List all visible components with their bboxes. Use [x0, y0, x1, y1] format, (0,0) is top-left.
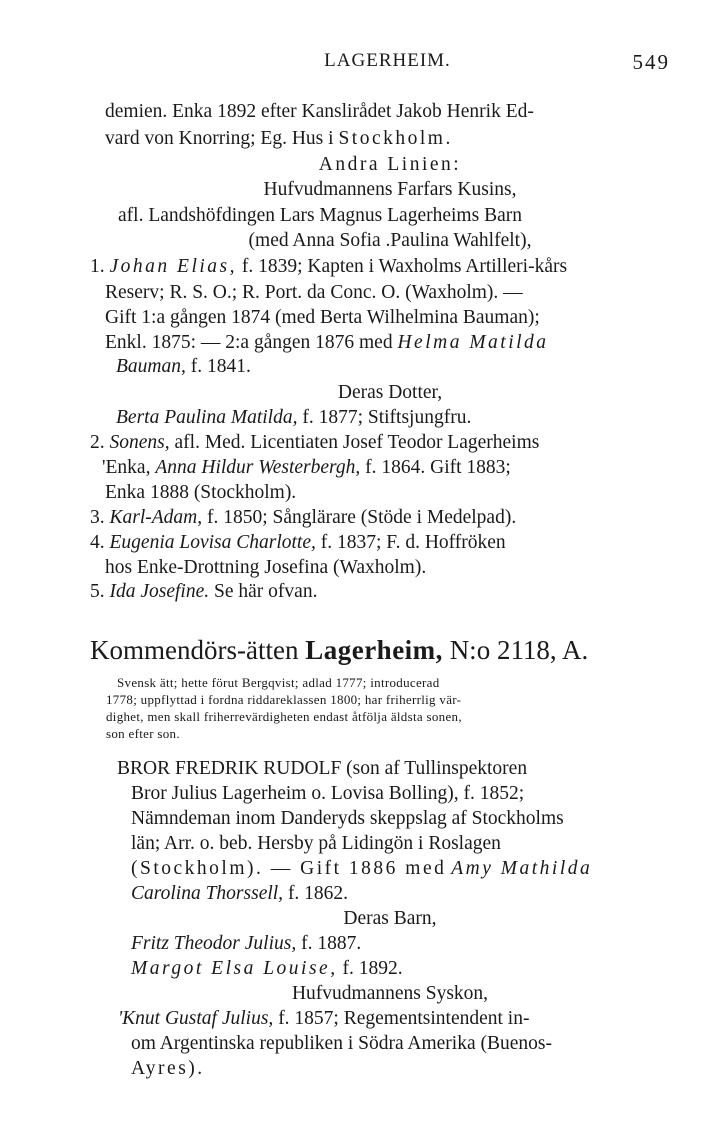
text-line: 'Enka, Anna Hildur Westerbergh, f. 1864. Gift 1883;	[102, 457, 511, 478]
text-line: (Stockholm). — Gift 1886 med Amy Mathilda	[131, 858, 593, 879]
section-description: Svensk ätt; hette förut Bergqvist; adlad 1777; introducerad	[117, 675, 440, 690]
subheading: Deras Dotter,	[337, 382, 443, 403]
page-number: 549	[632, 50, 670, 74]
main-entry: BROR FREDRIK RUDOLF (son af Tullinspektoren	[117, 758, 528, 779]
section-title: Kommendörs-ätten Lagerheim, N:o 2118, A.	[90, 635, 589, 665]
sibling-entry: 'Knut Gustaf Julius, f. 1857; Regementsintendent in-	[118, 1008, 530, 1029]
text-line: län; Arr. o. beb. Hersby på Lidingön i Roslagen	[131, 833, 501, 854]
entry-5: 5. Ida Josefine. Se här ofvan.	[90, 581, 318, 602]
text-line: Bror Julius Lagerheim o. Lovisa Bolling), f. 1852;	[131, 783, 525, 804]
text-line: Enka 1888 (Stockholm).	[105, 482, 297, 503]
subheading: Hufvudmannens Syskon,	[291, 983, 489, 1004]
text-line: Ayres).	[131, 1058, 205, 1079]
entry-1: 1. Johan Elias, f. 1839; Kapten i Waxholms Artilleri-kårs	[90, 256, 568, 277]
text-line: Hufvudmannens Farfars Kusins,	[263, 179, 517, 200]
section-description: son efter son.	[106, 726, 180, 741]
text-line: om Argentinska republiken i Södra Amerika (Buenos-	[131, 1033, 552, 1054]
text-line: Gift 1:a gången 1874 (med Berta Wilhelmina Bauman);	[105, 307, 540, 328]
text-line: demien. Enka 1892 efter Kanslirådet Jakob Henrik Ed-	[105, 101, 534, 122]
text-line: hos Enke-Drottning Josefina (Waxholm).	[105, 557, 427, 578]
text-line: Reserv; R. S. O.; R. Port. da Conc. O. (Waxholm). —	[105, 282, 523, 303]
page-header	[105, 50, 670, 78]
section-description: 1778; uppflyttad i fordna riddareklassen 1800; har friherrlig vär-	[106, 692, 462, 707]
text-line: (med Anna Sofia .Paulina Wahlfelt),	[248, 230, 532, 251]
text-line: Enkl. 1875: — 2:a gången 1876 med Helma Matilda	[105, 332, 549, 353]
text-line: Carolina Thorssell, f. 1862.	[131, 883, 349, 904]
text-line: afl. Landshöfdingen Lars Magnus Lagerheims Barn	[118, 205, 522, 226]
child-entry: Fritz Theodor Julius, f. 1887.	[131, 933, 362, 954]
subheading: Deras Barn,	[343, 908, 437, 929]
text-line: Berta Paulina Matilda, f. 1877; Stiftsjungfru.	[116, 407, 472, 428]
text-line: Bauman, f. 1841.	[116, 356, 251, 377]
text-line: vard von Knorring; Eg. Hus i Stockholm.	[105, 128, 453, 149]
child-entry: Margot Elsa Louise, f. 1892.	[131, 958, 403, 979]
entry-2: 2. Sonens, afl. Med. Licentiaten Josef Teodor Lagerheims	[90, 432, 540, 453]
section-description: dighet, men skall friherrevärdigheten endast åtfölja äldsta sonen,	[106, 709, 462, 724]
text-line: Nämndeman inom Danderyds skeppslag af Stockholms	[131, 808, 564, 829]
entry-3: 3. Karl-Adam, f. 1850; Sånglärare (Stöde i Medelpad).	[90, 507, 517, 528]
subheading-andra-linien: Andra Linien:	[318, 154, 462, 175]
running-head: LAGERHEIM.	[324, 50, 451, 71]
entry-4: 4. Eugenia Lovisa Charlotte, f. 1837; F. d. Hoffröken	[90, 532, 506, 553]
